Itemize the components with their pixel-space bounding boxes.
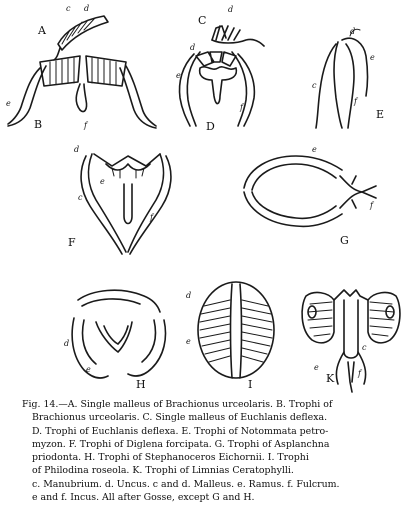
caption-line: of Philodina roseola. K. Trophi of Limnias Ceratophylli.	[32, 465, 294, 477]
part-label-c: c	[66, 4, 71, 13]
drawing-a-malleus	[37, 4, 108, 60]
part-label-c-f: c	[78, 193, 83, 202]
part-label-e-d: e	[176, 71, 181, 80]
part-label-d-f: d	[74, 145, 80, 154]
part-label-f-k: f	[358, 369, 361, 378]
drawing-h-trophi	[64, 290, 166, 391]
part-label-e: e	[6, 99, 11, 108]
part-label-f-e: f	[354, 97, 357, 106]
panel-label-f: F	[68, 236, 76, 249]
drawing-b-trophi	[6, 56, 156, 131]
caption-line: Fig. 14.—A. Single malleus of Brachionus urceolaris. B. Trophi of	[22, 399, 333, 410]
drawing-d-trophi	[176, 43, 254, 133]
part-label-d-e: d	[350, 27, 356, 36]
part-label-f-d: f	[240, 103, 243, 112]
part-label-f-f: f	[150, 213, 153, 222]
part-label-f-g: f	[370, 201, 373, 210]
part-label-e-i: e	[186, 337, 191, 346]
part-label-e-e: e	[370, 53, 375, 62]
panel-label-d: D	[206, 120, 215, 133]
drawing-e-trophi	[312, 27, 384, 128]
part-label-d: d	[84, 4, 90, 13]
part-label-d-i: d	[186, 291, 192, 300]
drawing-f-trophi	[68, 145, 171, 254]
panel-label-c: C	[198, 14, 207, 27]
caption-line: myzon. F. Trophi of Diglena forcipata. G. Trophi of Asplanchna	[32, 438, 330, 450]
part-label-f: f	[84, 121, 87, 130]
figure-caption	[22, 398, 404, 504]
drawing-i-trophi	[186, 282, 274, 391]
caption-line: D. Trophi of Euchlanis deflexa. E. Trophi of Notommata petro-	[32, 425, 329, 437]
part-label-d-c: d	[228, 5, 234, 14]
caption-line: priodonta. H. Trophi of Stephanoceros Eichornii. I. Trophi	[32, 452, 309, 464]
caption-line: c. Manubrium. d. Uncus. c and d. Malleus. e. Ramus. f. Fulcrum.	[32, 478, 340, 490]
drawing-k-trophi	[302, 290, 400, 392]
part-label-e-f: e	[100, 177, 105, 186]
part-label-e-g: e	[312, 145, 317, 154]
part-label-c-k: c	[362, 343, 367, 352]
part-label-e-k: e	[314, 363, 319, 372]
part-label-c-e: c	[312, 81, 317, 90]
drawing-c-malleus	[198, 5, 264, 46]
caption-line: Brachionus urceolaris. C. Single malleus of Euchlanis deflexa.	[32, 412, 328, 424]
part-label-e-h: e	[86, 365, 91, 374]
caption-line: e and f. Incus. All after Gosse, except G and H.	[32, 492, 255, 504]
panel-label-k: K	[326, 372, 335, 385]
panel-label-a: A	[38, 24, 46, 37]
panel-label-e: E	[376, 108, 385, 121]
panel-label-i: I	[248, 378, 253, 391]
part-label-d-d: d	[190, 43, 196, 52]
drawing-g-trophi	[244, 145, 376, 247]
part-label-d-h: d	[64, 339, 70, 348]
panel-label-h: H	[136, 378, 146, 391]
panel-label-b: B	[34, 118, 43, 131]
panel-label-g: G	[340, 234, 349, 247]
